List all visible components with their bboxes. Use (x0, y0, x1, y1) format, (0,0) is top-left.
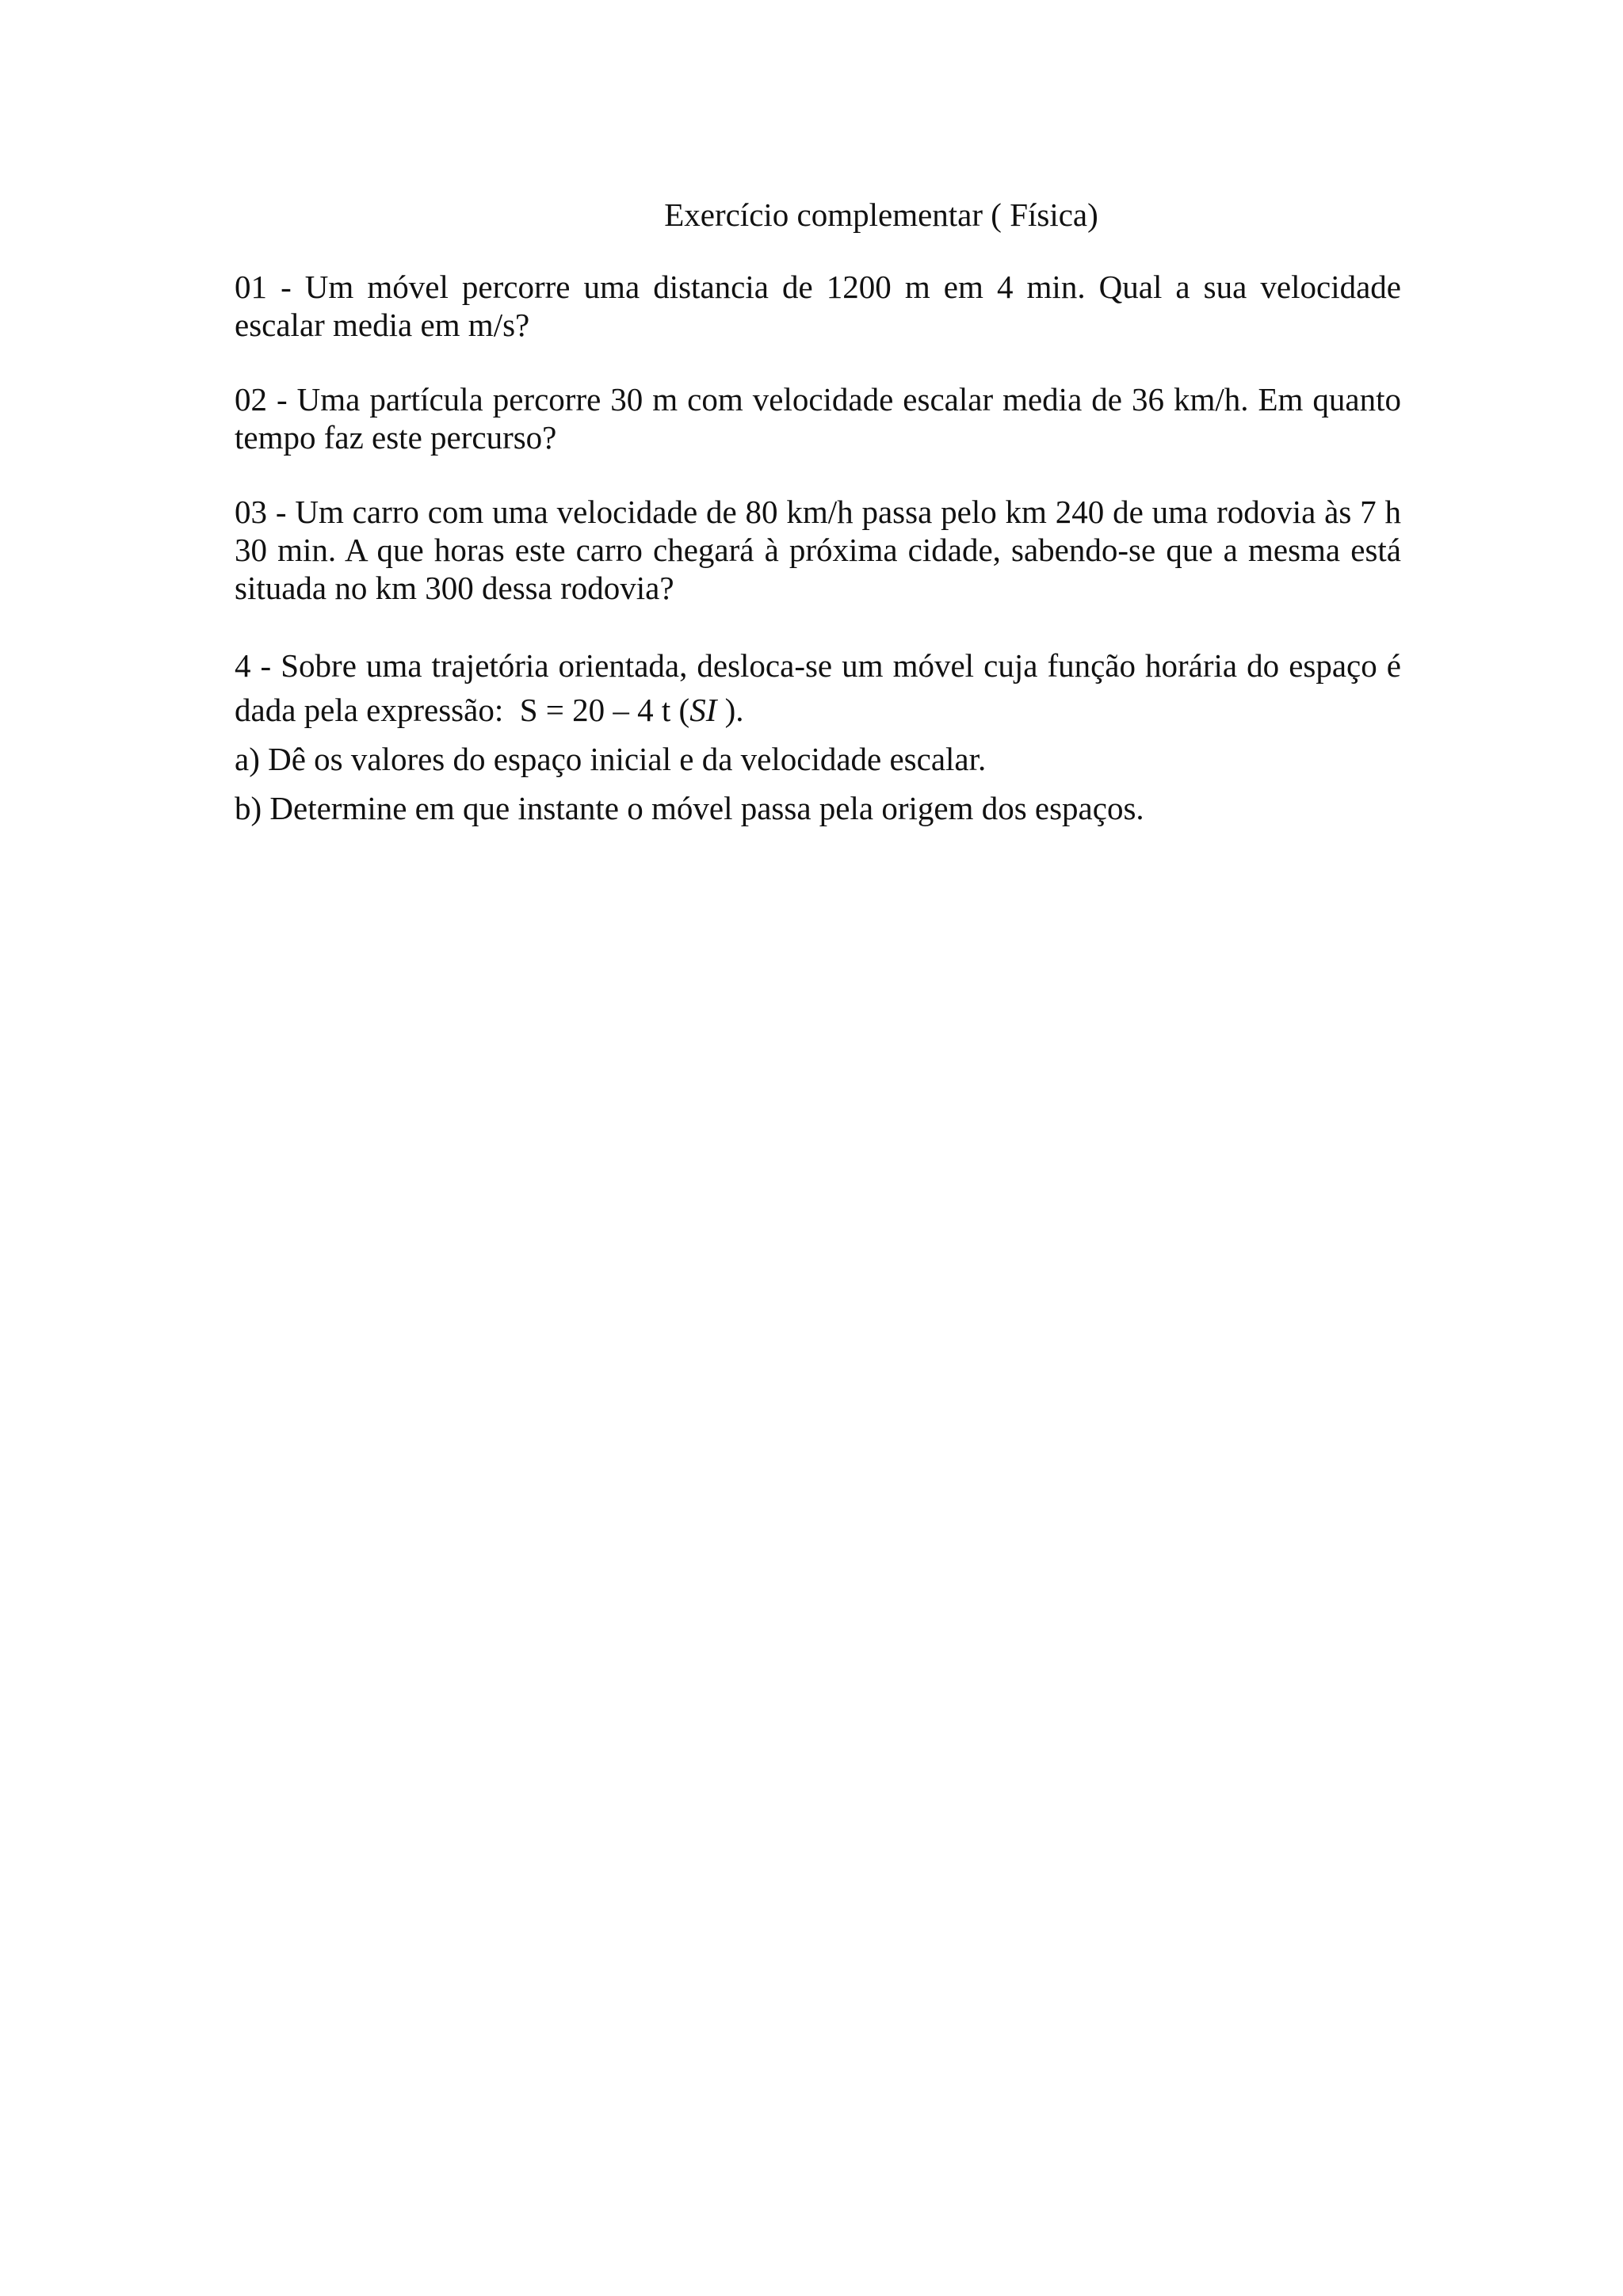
question-04-item-b: b) Determine em que instante o móvel passa pela origem dos espaços. (235, 790, 1144, 826)
question-01: 01 - Um móvel percorre uma distancia de 1200 m em 4 min. Qual a sua velocidade escalar media em m/s? (235, 269, 1401, 343)
document-title: Exercício complementar ( Física) (664, 196, 1098, 233)
formula-main: S = 20 – 4 t ( (519, 692, 690, 728)
formula-end: ). (716, 692, 744, 728)
formula-unit: SI (689, 692, 717, 728)
question-02: 02 - Uma partícula percorre 30 m com velocidade escalar media de 36 km/h. Em quanto tempo faz este percurso? (235, 381, 1401, 456)
question-03: 03 - Um carro com uma velocidade de 80 km/h passa pelo km 240 de uma rodovia às 7 h 30 min. A que horas este carro chegará à próxima cidade, sabendo-se que a mesma está situada no km 300 dessa rodovia? (235, 494, 1401, 606)
document-content (235, 195, 1401, 838)
question-04-intro: 4 - Sobre uma trajetória orientada, desloca-se um móvel cuja função horária do espaço é dada pela expressão: (235, 647, 1401, 728)
question-04-item-a: a) Dê os valores do espaço inicial e da velocidade escalar. (235, 741, 987, 777)
question-04 (235, 643, 1401, 732)
question-04-formula (520, 692, 744, 728)
